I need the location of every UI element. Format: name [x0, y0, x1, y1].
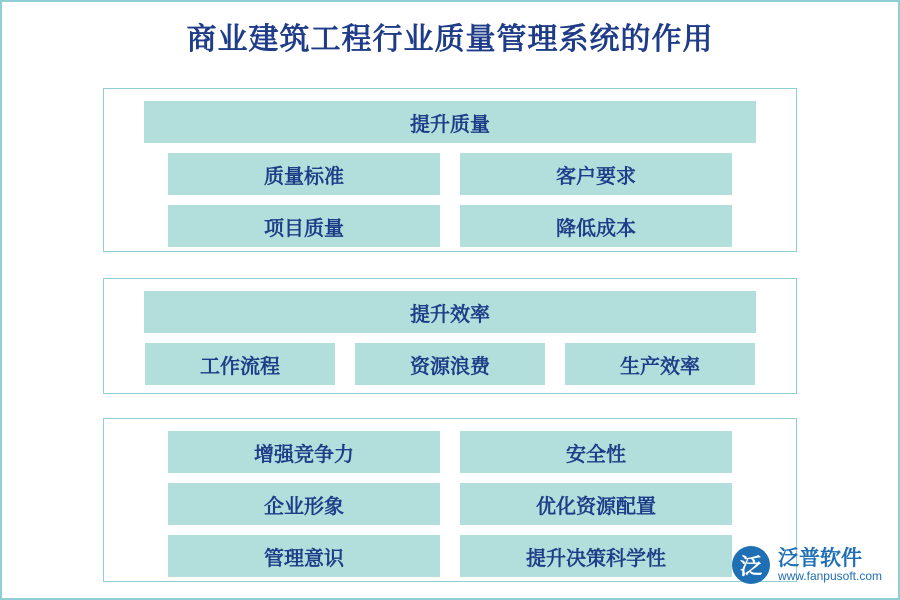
diagram-row	[104, 101, 796, 143]
diagram-cell[interactable]: 安全性	[460, 431, 732, 473]
diagram-row	[104, 483, 796, 525]
diagram-cell[interactable]: 企业形象	[168, 483, 440, 525]
diagram-cell[interactable]: 提升质量	[144, 101, 756, 143]
page-title: 商业建筑工程行业质量管理系统的作用	[186, 22, 714, 57]
diagram-row	[104, 343, 796, 385]
diagram-cell[interactable]: 质量标准	[168, 153, 440, 195]
diagram-cell[interactable]: 降低成本	[460, 205, 732, 247]
logo-text	[778, 546, 882, 584]
diagram-cell[interactable]: 提升决策科学性	[460, 535, 732, 577]
diagram-cell[interactable]: 管理意识	[168, 535, 440, 577]
section-management	[103, 418, 797, 582]
section-efficiency	[103, 278, 797, 394]
diagram-cell[interactable]: 优化资源配置	[460, 483, 732, 525]
diagram-cell[interactable]: 资源浪费	[355, 343, 545, 385]
diagram-cell[interactable]: 客户要求	[460, 153, 732, 195]
diagram-row	[104, 205, 796, 247]
diagram-row	[104, 535, 796, 577]
diagram-cell[interactable]: 提升效率	[144, 291, 756, 333]
logo-name: 泛普软件	[777, 546, 862, 571]
logo-mark-icon: 泛	[732, 546, 770, 584]
diagram-cell[interactable]: 生产效率	[565, 343, 755, 385]
brand-logo	[732, 546, 882, 584]
diagram-cell[interactable]: 工作流程	[145, 343, 335, 385]
logo-url: www.fanpusoft.com	[777, 569, 882, 584]
diagram-cell[interactable]: 增强竞争力	[168, 431, 440, 473]
diagram-row	[104, 431, 796, 473]
diagram-row	[104, 153, 796, 195]
diagram-row	[104, 291, 796, 333]
section-quality	[103, 88, 797, 252]
diagram-cell[interactable]: 项目质量	[168, 205, 440, 247]
